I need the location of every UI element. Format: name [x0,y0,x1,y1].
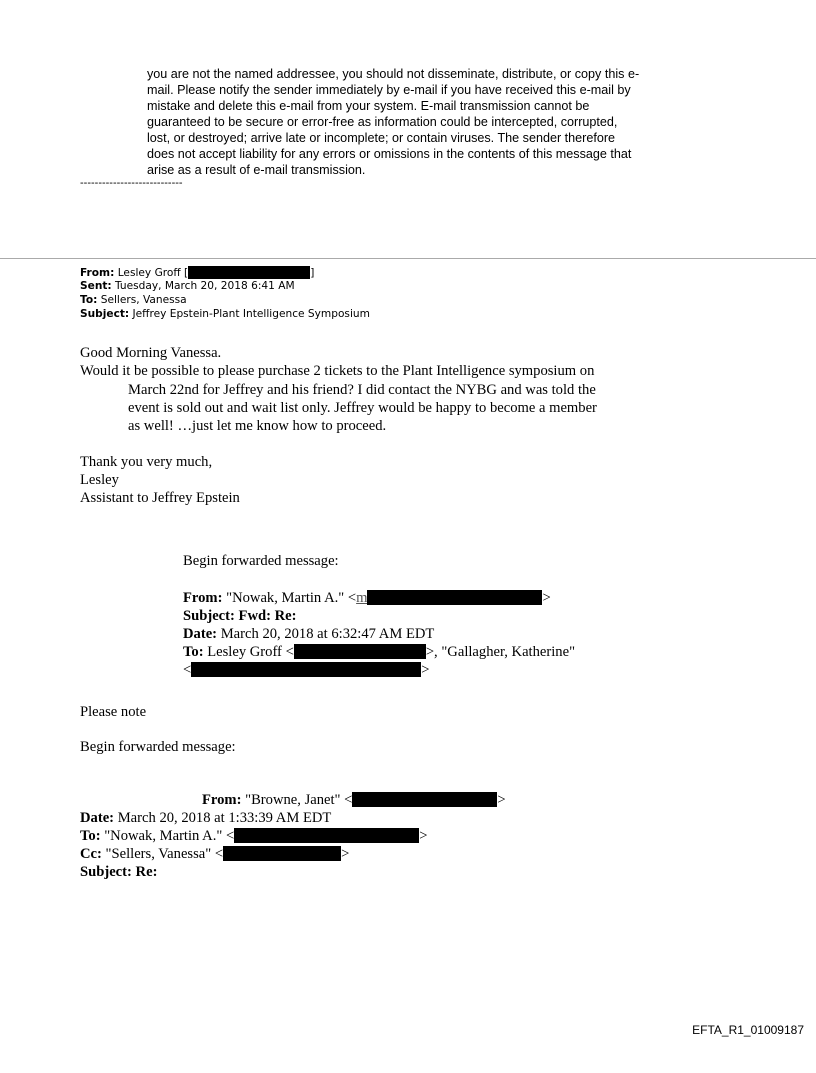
subject-label: Subject: [80,308,130,320]
from-value: Lesley Groff [ [117,267,189,279]
to-label: To: [80,294,98,306]
bracket: > [421,662,430,678]
subject-value: Fwd: Re: [238,608,297,624]
from-label: From: [183,590,223,606]
bracket: > [542,590,551,606]
body-line: Good Morning Vanessa. [80,345,222,361]
bracket: > [419,828,428,844]
date-label: Date: [80,810,115,826]
redaction [191,662,421,677]
date-value: March 20, 2018 at 6:32:47 AM EDT [220,626,435,642]
sent-label: Sent: [80,280,112,292]
date-value: March 20, 2018 at 1:33:39 AM EDT [117,810,332,826]
note-text: Please note [80,704,147,720]
email-link[interactable]: m [356,590,368,606]
disclaimer-line: mail. Please notify the sender immediately by e-mail if you have received this e-mail by [147,83,631,97]
disclaimer-line: you are not the named addressee, you should not disseminate, distribute, or copy this e- [147,67,640,81]
redaction [367,590,542,605]
redaction [223,846,341,861]
bracket: ] [310,267,315,279]
disclaimer-line: mistake and delete this e-mail from your system. E-mail transmission cannot be [147,99,590,113]
signoff-line: Lesley [80,472,119,488]
cc-label: Cc: [80,846,102,862]
subject-value: Jeffrey Epstein-Plant Intelligence Symposium [132,308,370,320]
date-label: Date: [183,626,218,642]
bracket: > [497,792,506,808]
separator: ---------------------------- [80,177,183,189]
to-label: To: [183,644,204,660]
disclaimer-line: arise as a result of e-mail transmission. [147,163,366,177]
to-value: "Nowak, Martin A." < [104,828,235,844]
from-value: "Nowak, Martin A." < [226,590,357,606]
bracket: < [183,662,192,678]
to-value: Sellers, Vanessa [100,294,187,306]
subject-label: Subject: [183,608,235,624]
redaction [352,792,497,807]
redaction [294,644,426,659]
body-line: March 22nd for Jeffrey and his friend? I did contact the NYBG and was told the [128,382,596,398]
disclaimer-line: guaranteed to be secure or error-free as information could be intercepted, corrupted, [147,115,618,129]
to-label: To: [80,828,101,844]
body-line: event is sold out and wait list only. Jeffrey would be happy to become a member [128,400,597,416]
redaction [234,828,419,843]
cc-value: "Sellers, Vanessa" < [105,846,224,862]
to-value-rest: >, "Gallagher, Katherine" [425,644,576,660]
divider [0,258,816,259]
redaction [188,266,310,279]
from-label: From: [80,267,115,279]
disclaimer-line: lost, or destroyed; arrive late or incomplete; or contain viruses. The sender therefore [147,131,616,145]
signoff-line: Thank you very much, [80,454,213,470]
from-label: From: [202,792,242,808]
signoff-line: Assistant to Jeffrey Epstein [80,490,240,506]
subject-value: Re: [135,864,158,880]
bracket: > [341,846,350,862]
disclaimer-line: does not accept liability for any errors or omissions in the contents of this message that [147,147,632,161]
forward-intro: Begin forwarded message: [80,739,236,755]
to-value: Lesley Groff < [207,644,294,660]
document-id: EFTA_R1_01009187 [692,1023,804,1037]
subject-label: Subject: [80,864,132,880]
sent-value: Tuesday, March 20, 2018 6:41 AM [115,280,295,292]
body-line: Would it be possible to please purchase 2 tickets to the Plant Intelligence symposium on [80,363,595,379]
from-value: "Browne, Janet" < [245,792,353,808]
forward-intro: Begin forwarded message: [183,553,339,569]
body-line: as well! …just let me know how to proceed. [128,418,387,434]
